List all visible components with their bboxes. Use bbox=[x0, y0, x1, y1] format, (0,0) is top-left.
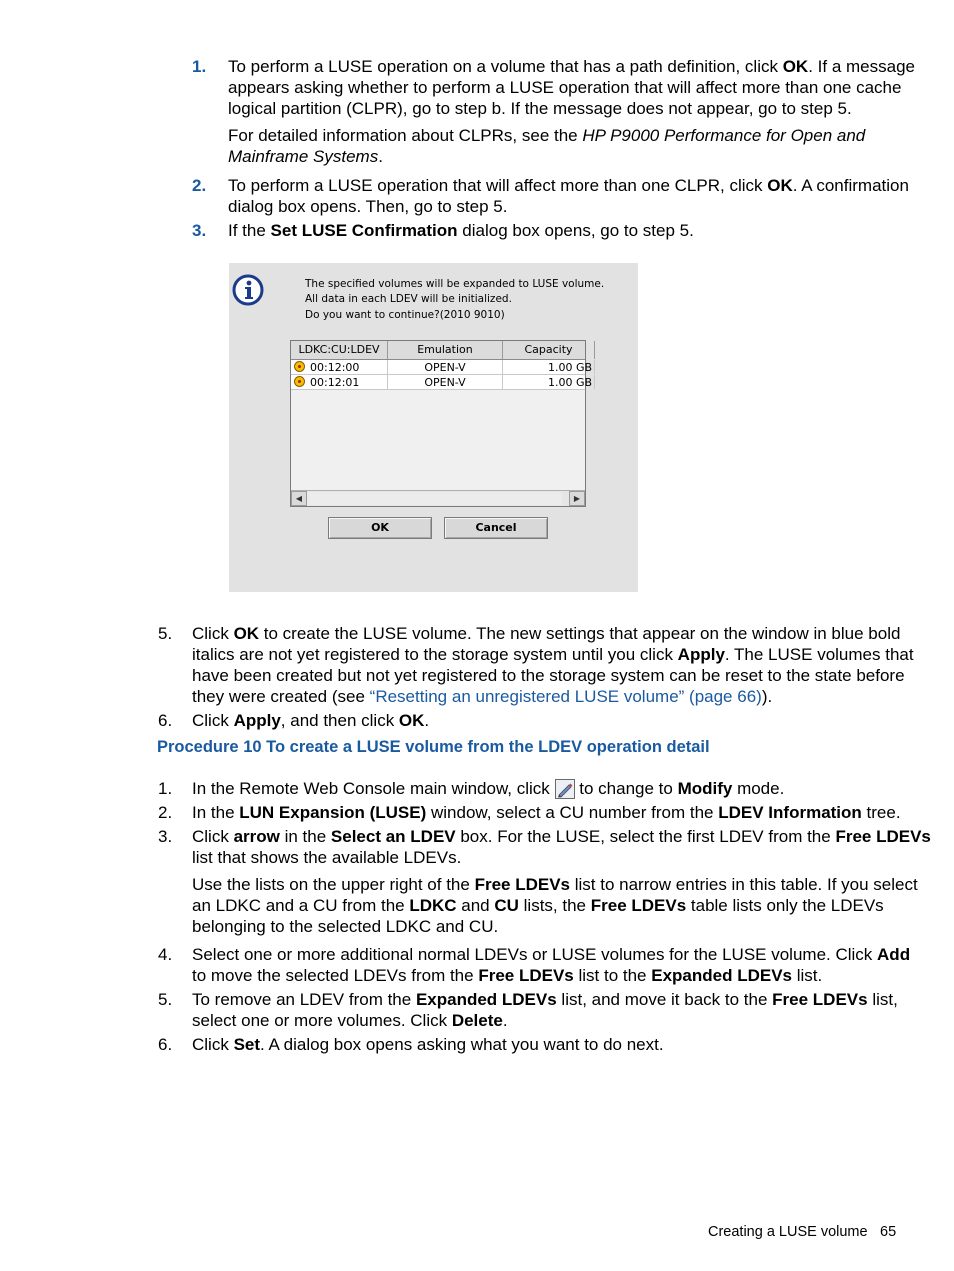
text-line bbox=[228, 220, 694, 241]
step-number: 3. bbox=[192, 221, 207, 240]
table-header bbox=[291, 341, 585, 360]
text-run: . The LUSE volumes that bbox=[724, 645, 914, 664]
text-run: Click bbox=[192, 624, 234, 643]
text-run: dialog box opens, go to step 5. bbox=[457, 221, 694, 240]
text-line bbox=[228, 98, 915, 119]
text-run: have been created but not yet registered to the storage system can be reset to the state before bbox=[192, 666, 905, 685]
step-text bbox=[228, 220, 694, 241]
dialog-message-line: All data in each LDEV will be initialized. bbox=[305, 293, 512, 305]
step-number: 5. bbox=[158, 624, 173, 643]
volume-icon bbox=[294, 361, 305, 372]
text-run: select one or more volumes. Click bbox=[192, 1011, 452, 1030]
ui-term: Free LDEVs bbox=[474, 875, 570, 894]
emulation-cell: OPEN-V bbox=[388, 360, 503, 374]
step-text bbox=[228, 56, 915, 119]
ldev-value: 00:12:01 bbox=[310, 376, 360, 389]
ui-term: Expanded LDEVs bbox=[415, 990, 557, 1009]
ui-term: OK bbox=[398, 711, 425, 730]
column-header-emulation[interactable]: Emulation bbox=[388, 341, 503, 359]
scroll-left-icon[interactable]: ◀ bbox=[291, 491, 307, 506]
emulation-cell: OPEN-V bbox=[388, 375, 503, 389]
text-line bbox=[192, 989, 898, 1010]
step-number: 1. bbox=[192, 57, 207, 76]
ui-term: OK bbox=[767, 176, 793, 195]
ui-term: LUN Expansion (LUSE) bbox=[239, 803, 427, 822]
text-run: list that shows the available LDEVs. bbox=[192, 848, 462, 867]
step-text bbox=[192, 710, 429, 731]
text-line bbox=[192, 1010, 898, 1031]
volume-icon bbox=[294, 376, 305, 387]
step-number: 6. bbox=[158, 711, 173, 730]
column-header-ldev[interactable]: LDKC:CU:LDEV bbox=[291, 341, 388, 359]
text-run: To perform a LUSE operation on a volume that has a path definition, click bbox=[228, 57, 783, 76]
step-text bbox=[192, 1034, 664, 1055]
ui-term: Free LDEVs bbox=[478, 966, 574, 985]
doc-title: Mainframe Systems bbox=[228, 147, 379, 166]
step-number: 6. bbox=[158, 1035, 173, 1054]
ui-term: Set bbox=[233, 1035, 261, 1054]
capacity-cell: 1.00 GB bbox=[503, 360, 595, 374]
text-run: . A dialog box opens asking what you want to do next. bbox=[260, 1035, 664, 1054]
step-number: 4. bbox=[158, 945, 173, 964]
text-run: list to narrow entries in this table. If you select bbox=[570, 875, 918, 894]
text-run: In the Remote Web Console main window, click bbox=[192, 779, 555, 798]
text-run: Click bbox=[192, 711, 234, 730]
column-header-capacity[interactable]: Capacity bbox=[503, 341, 595, 359]
ui-term: OK bbox=[233, 624, 260, 643]
text-run: list. bbox=[792, 966, 823, 985]
ui-term: Expanded LDEVs bbox=[651, 966, 792, 985]
step-text bbox=[192, 623, 914, 707]
text-run: in the bbox=[279, 827, 331, 846]
text-run: an LDKC and a CU from the bbox=[192, 896, 410, 915]
ui-term: Set LUSE Confirmation bbox=[270, 221, 458, 240]
text-run: box. For the LUSE, select the first LDEV from the bbox=[455, 827, 836, 846]
ok-button[interactable]: OK bbox=[328, 517, 432, 539]
text-line bbox=[228, 125, 865, 146]
step-text bbox=[192, 989, 898, 1031]
text-line bbox=[192, 644, 914, 665]
text-run: appears asking whether to perform a LUSE operation that will affect more than one cache bbox=[228, 78, 902, 97]
text-line bbox=[192, 916, 918, 937]
cancel-button[interactable]: Cancel bbox=[444, 517, 548, 539]
capacity-cell: 1.00 GB bbox=[503, 375, 595, 389]
step-number: 2. bbox=[158, 803, 173, 822]
step-number: 5. bbox=[158, 990, 173, 1009]
text-line bbox=[192, 826, 931, 847]
text-run: list, bbox=[867, 990, 898, 1009]
text-line bbox=[228, 77, 915, 98]
ui-term: Delete bbox=[451, 1011, 503, 1030]
text-run: Click bbox=[192, 1035, 234, 1054]
step-text bbox=[192, 802, 901, 823]
text-run: to change to bbox=[574, 779, 678, 798]
step-note bbox=[228, 125, 865, 167]
ui-term: Free LDEVs bbox=[590, 896, 687, 915]
text-run: logical partition (CLPR), go to step b. If the message does not appear, go to step 5. bbox=[228, 99, 852, 118]
text-run: For detailed information about CLPRs, see the bbox=[228, 126, 583, 145]
text-run: To perform a LUSE operation that will affect more than one CLPR, click bbox=[228, 176, 768, 195]
text-line bbox=[228, 196, 909, 217]
step-number: 2. bbox=[192, 176, 207, 195]
luse-confirmation-dialog bbox=[229, 263, 638, 592]
ui-term: Add bbox=[877, 945, 911, 964]
text-line bbox=[228, 175, 909, 196]
text-run: ). bbox=[761, 687, 773, 706]
text-run: . bbox=[502, 1011, 508, 1030]
ui-term: Free LDEVs bbox=[772, 990, 868, 1009]
ui-term: Modify bbox=[677, 779, 733, 798]
ui-term: arrow bbox=[233, 827, 280, 846]
text-line bbox=[192, 847, 931, 868]
text-run: , and then click bbox=[280, 711, 399, 730]
table-row[interactable] bbox=[291, 360, 593, 375]
ldev-cell bbox=[291, 360, 388, 374]
text-line bbox=[192, 710, 429, 731]
text-line bbox=[192, 895, 918, 916]
text-line bbox=[228, 146, 865, 167]
text-line bbox=[192, 623, 914, 644]
text-run: table lists only the LDEVs bbox=[686, 896, 884, 915]
page-number: 65 bbox=[880, 1224, 897, 1240]
text-run: lists, the bbox=[518, 896, 591, 915]
text-run: Click bbox=[192, 827, 234, 846]
text-line bbox=[192, 686, 914, 707]
ui-term: Free LDEVs bbox=[835, 827, 931, 846]
text-line bbox=[192, 1034, 664, 1055]
text-run: . bbox=[378, 147, 383, 166]
info-icon bbox=[232, 274, 264, 306]
step-text bbox=[192, 778, 784, 799]
procedure-heading: Procedure 10 To create a LUSE volume from the LDEV operation detail bbox=[157, 738, 710, 756]
text-run: tree. bbox=[861, 803, 901, 822]
ui-term: OK bbox=[782, 57, 809, 76]
text-run: list to the bbox=[573, 966, 652, 985]
text-run: . A confirmation bbox=[792, 176, 909, 195]
ui-term: Apply bbox=[233, 711, 281, 730]
dialog-message-line: Do you want to continue?(2010 9010) bbox=[305, 309, 505, 321]
text-line bbox=[192, 665, 914, 686]
text-run: to move the selected LDEVs from the bbox=[192, 966, 479, 985]
step-note bbox=[192, 874, 918, 937]
text-line bbox=[192, 944, 910, 965]
volume-table[interactable] bbox=[290, 340, 593, 507]
text-line bbox=[192, 778, 784, 799]
text-run: Select one or more additional normal LDEVs or LUSE volumes for the LUSE volume. Click bbox=[192, 945, 878, 964]
text-run: mode. bbox=[732, 779, 785, 798]
text-run: they were created (see bbox=[192, 687, 370, 706]
modify-mode-icon[interactable] bbox=[555, 779, 575, 799]
text-run: dialog box opens. Then, go to step 5. bbox=[228, 197, 508, 216]
dialog-message-line: The specified volumes will be expanded to LUSE volume. bbox=[305, 278, 605, 290]
text-run: belonging to the selected LDKC and CU. bbox=[192, 917, 499, 936]
ldev-value: 00:12:00 bbox=[310, 361, 360, 374]
step-text bbox=[192, 826, 931, 868]
text-run: window, select a CU number from the bbox=[426, 803, 719, 822]
scroll-thumb[interactable] bbox=[307, 492, 562, 505]
step-number: 3. bbox=[158, 827, 173, 846]
doc-title: HP P9000 Performance for Open and bbox=[582, 126, 866, 145]
text-run: . bbox=[424, 711, 430, 730]
ui-term: LDKC bbox=[409, 896, 457, 915]
text-run: If the bbox=[228, 221, 271, 240]
horizontal-scrollbar[interactable] bbox=[291, 490, 585, 506]
text-run: list, and move it back to the bbox=[556, 990, 773, 1009]
step-number: 1. bbox=[158, 779, 173, 798]
footer-section-title: Creating a LUSE volume bbox=[708, 1224, 868, 1240]
step-text bbox=[228, 175, 909, 217]
ui-term: Select an LDEV bbox=[330, 827, 456, 846]
text-run: To remove an LDEV from the bbox=[192, 990, 416, 1009]
text-line bbox=[228, 56, 915, 77]
text-run: and bbox=[456, 896, 495, 915]
text-run: italics are not yet registered to the storage system until you click bbox=[192, 645, 678, 664]
text-run: . If a message bbox=[808, 57, 915, 76]
cross-reference-link[interactable]: “Resetting an unregistered LUSE volume” (page 66) bbox=[369, 687, 762, 706]
table-row[interactable] bbox=[291, 375, 593, 390]
ldev-cell bbox=[291, 375, 388, 389]
text-line bbox=[192, 802, 901, 823]
ui-term: Apply bbox=[677, 645, 725, 664]
step-text bbox=[192, 944, 910, 986]
scroll-right-icon[interactable]: ▶ bbox=[569, 491, 585, 506]
text-run: In the bbox=[192, 803, 240, 822]
text-line bbox=[192, 874, 918, 895]
text-run: Use the lists on the upper right of the bbox=[192, 875, 475, 894]
text-run: to create the LUSE volume. The new settings that appear on the window in blue bold bbox=[259, 624, 901, 643]
text-line bbox=[192, 965, 910, 986]
ui-term: CU bbox=[494, 896, 519, 915]
ui-term: LDEV Information bbox=[718, 803, 862, 822]
